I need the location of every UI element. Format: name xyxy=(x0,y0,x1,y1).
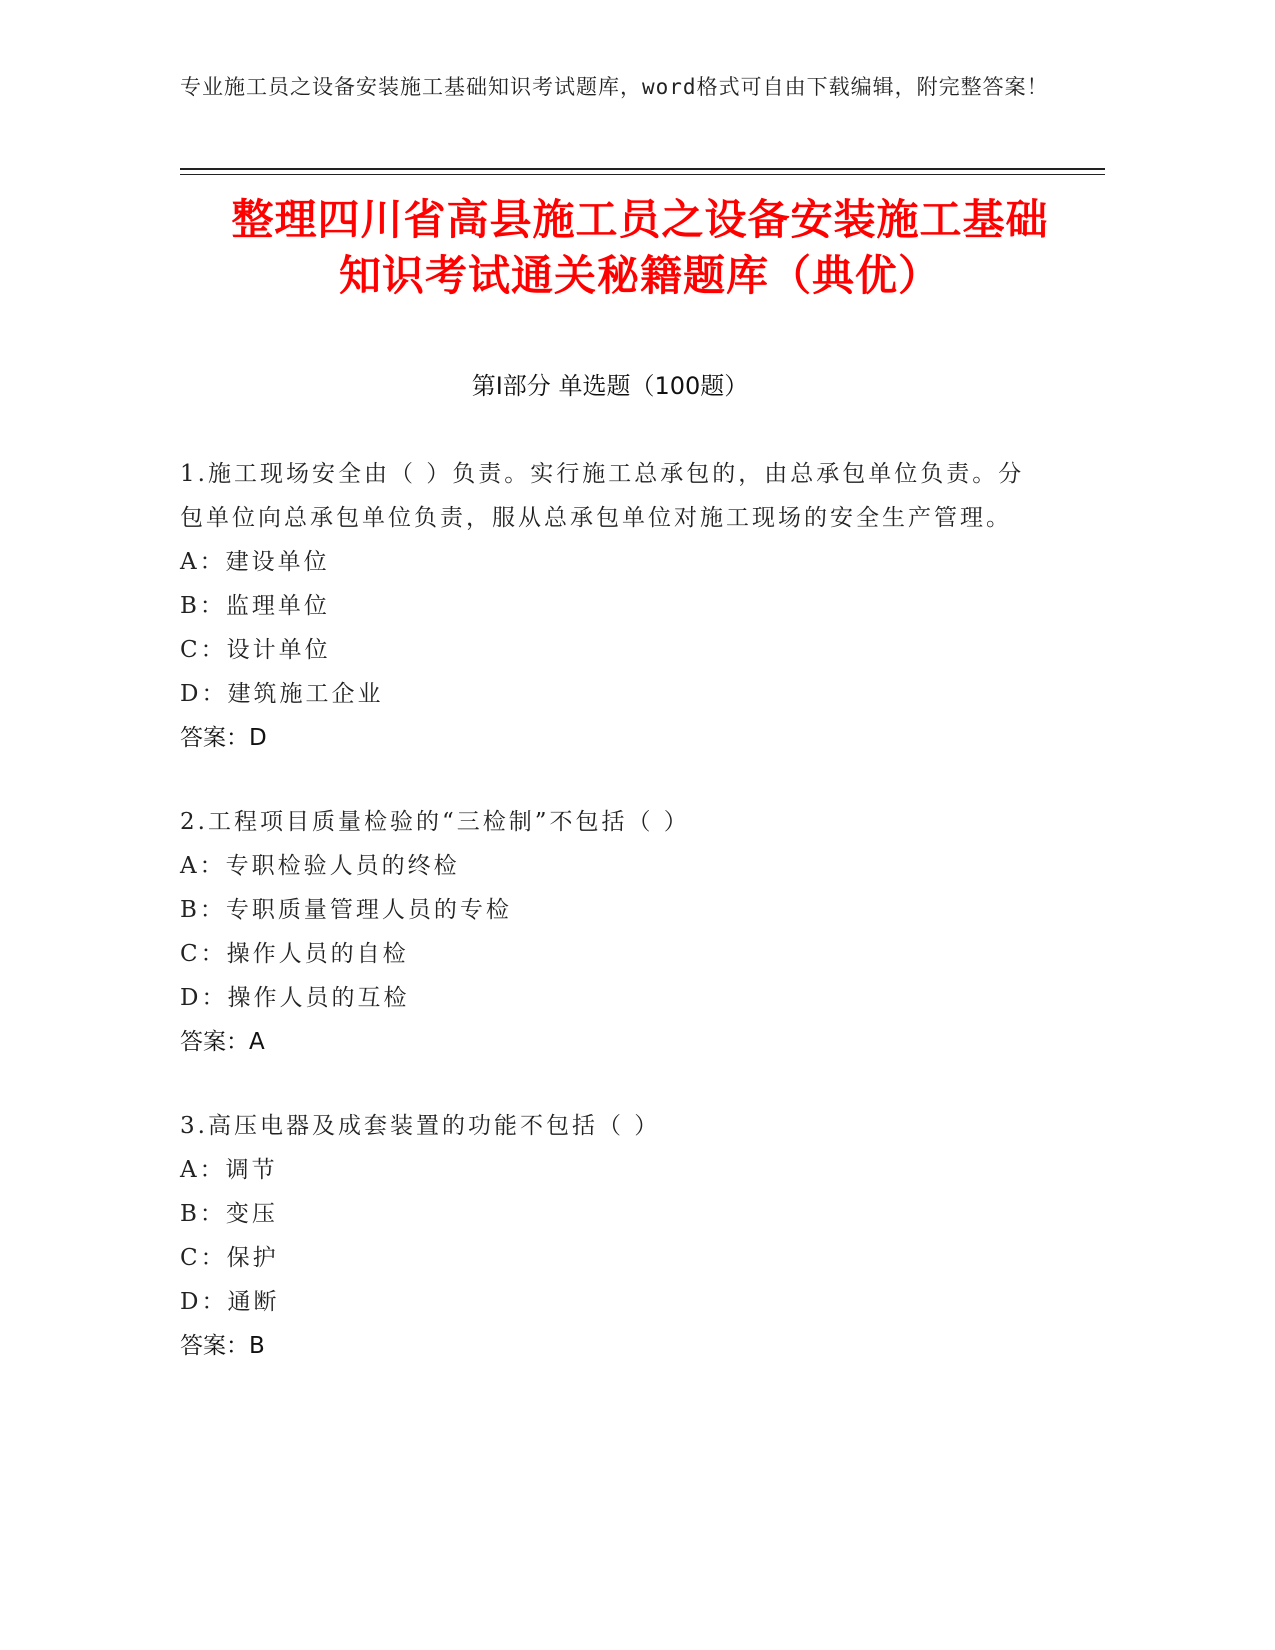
question-stem: 3.高压电器及成套装置的功能不包括（ ） xyxy=(180,1113,661,1139)
answer-line: 答案：D xyxy=(180,725,267,751)
question-stem: 2.工程项目质量检验的“三检制”不包括（ ） xyxy=(180,809,690,835)
header-rule-thin xyxy=(180,174,1105,175)
question-list xyxy=(180,452,1040,1408)
question-3 xyxy=(180,1104,1040,1368)
option-a: A：专职检验人员的终检 xyxy=(180,853,460,879)
question-1 xyxy=(180,452,1040,760)
option-b: B：监理单位 xyxy=(180,593,330,619)
option-a: A：调节 xyxy=(180,1157,278,1183)
option-c: C：操作人员的自检 xyxy=(180,941,409,967)
section-heading: 第I部分 单选题（100题） xyxy=(471,372,749,400)
header-rule-thick xyxy=(180,168,1105,170)
option-d: D：操作人员的互检 xyxy=(180,985,410,1011)
option-d: D：建筑施工企业 xyxy=(180,681,384,707)
option-d: D：通断 xyxy=(180,1289,280,1315)
question-stem: 1.施工现场安全由（ ）负责。实行施工总承包的，由总承包单位负责。分包单位向总承包单位负责，服从总承包单位对施工现场的安全生产管理。 xyxy=(180,461,1025,531)
answer-line: 答案：A xyxy=(180,1029,265,1055)
answer-line: 答案：B xyxy=(180,1333,265,1359)
document-title xyxy=(150,192,1130,304)
question-2 xyxy=(180,800,1040,1064)
document-title-line-2: 知识考试通关秘籍题库（典优） xyxy=(338,251,941,300)
header-note: 专业施工员之设备安装施工基础知识考试题库，word格式可自由下载编辑，附完整答案！ xyxy=(180,75,1049,99)
option-c: C：设计单位 xyxy=(180,637,331,663)
option-b: B：变压 xyxy=(180,1201,278,1227)
document-title-line-1: 整理四川省高县施工员之设备安装施工基础 xyxy=(231,195,1049,244)
option-a: A：建设单位 xyxy=(180,549,330,575)
option-c: C：保护 xyxy=(180,1245,279,1271)
option-b: B：专职质量管理人员的专检 xyxy=(180,897,512,923)
